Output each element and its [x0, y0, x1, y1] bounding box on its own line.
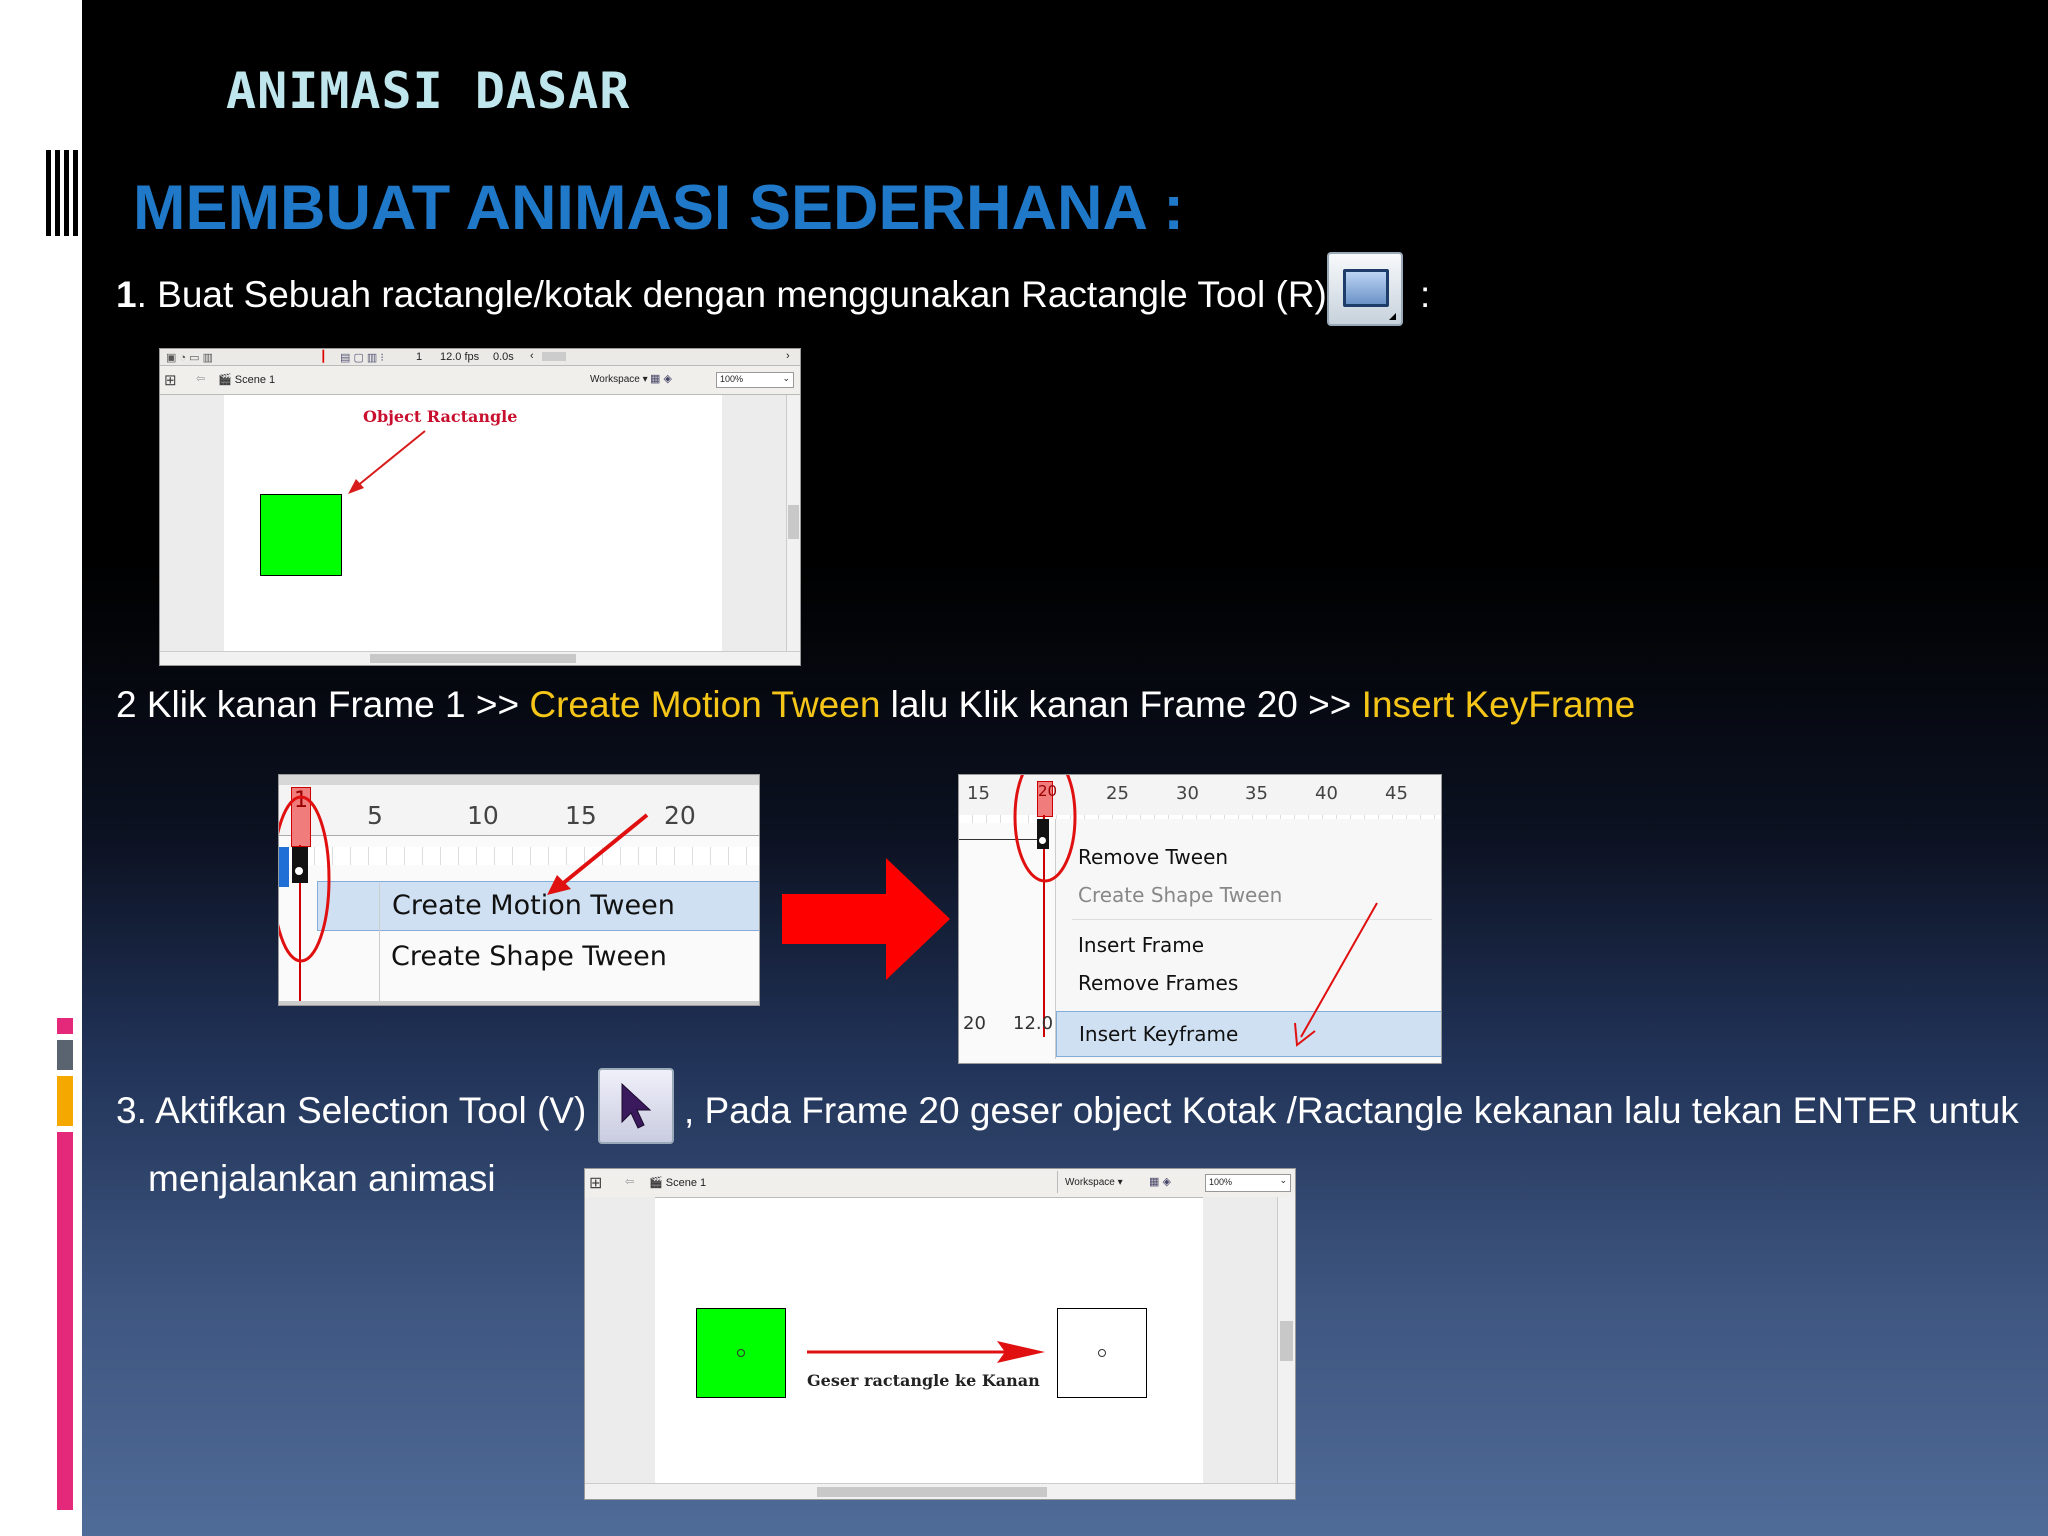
- menu-label: Create Shape Tween: [391, 941, 667, 972]
- step2-text: [116, 684, 1635, 726]
- ruler-tick: 5: [367, 801, 383, 830]
- step2-highlight-1: Create Motion Tween: [529, 684, 881, 725]
- stage-edit-icon[interactable]: ⊞: [589, 1175, 603, 1192]
- step1-colon: :: [1420, 274, 1431, 315]
- ruler-tick: 40: [1315, 783, 1338, 804]
- selection-tool-icon: [598, 1068, 674, 1144]
- edit-symbols-icon[interactable]: ▦ ◈: [1149, 1176, 1171, 1188]
- zoom-value: 100%: [1209, 1177, 1233, 1187]
- timeline-screenshot-2: [958, 774, 1442, 1064]
- scroll-right-icon[interactable]: ›: [786, 350, 790, 362]
- workspace-menu[interactable]: Workspace ▾: [590, 374, 648, 385]
- zoom-value: 100%: [720, 374, 744, 384]
- back-arrow-icon[interactable]: ⇦: [196, 373, 206, 385]
- main-title: MEMBUAT ANIMASI SEDERHANA :: [133, 173, 1185, 243]
- ruler-tick: 15: [565, 801, 597, 830]
- timeline-icons: ▣ ◔ ▭ ▥: [166, 352, 213, 364]
- annotation-move-right: Geser ractangle ke Kanan: [807, 1371, 1040, 1390]
- menu-item-create-shape-tween: Create Shape Tween: [1078, 883, 1283, 907]
- rectangle-tool-icon: [1327, 252, 1403, 326]
- step1-number: 1: [116, 274, 137, 315]
- highlight-annotations: [279, 775, 759, 1005]
- scene-name: Scene 1: [665, 1177, 707, 1189]
- ruler-tick: 15: [967, 783, 990, 804]
- decor-bar-orange: [57, 1076, 73, 1126]
- frame-readout: 1: [416, 351, 423, 363]
- scene-label: 🎬 Scene 1: [218, 374, 276, 386]
- step2-part1: 2 Klik kanan Frame 1 >>: [116, 684, 530, 725]
- flash-stage-screenshot-3: [584, 1168, 1296, 1500]
- annotation-arrow-1: [160, 349, 800, 665]
- step2-part2: lalu Klik kanan Frame 20 >>: [880, 684, 1362, 725]
- chevron-down-icon: ⌄: [782, 373, 790, 383]
- ruler-tick: 25: [1106, 783, 1129, 804]
- ruler-tick: 30: [1176, 783, 1199, 804]
- fps-readout: 12.0 fps: [440, 351, 480, 363]
- status-fps: 12.0: [1013, 1013, 1054, 1034]
- decor-bar-pink-small: [57, 1018, 73, 1034]
- step1-label: . Buat Sebuah ractangle/kotak dengan menggunakan Ractangle Tool (R): [136, 274, 1327, 315]
- back-arrow-icon[interactable]: ⇦: [625, 1176, 635, 1188]
- playhead-icon: ┃: [320, 351, 327, 363]
- workspace-menu[interactable]: Workspace ▾: [1065, 1177, 1123, 1188]
- chevron-down-icon: ⌄: [1279, 1175, 1287, 1185]
- menu-item-insert-frame[interactable]: Insert Frame: [1078, 933, 1205, 957]
- onion-skin-icons: ▤ ▢ ▥ ⁝: [340, 352, 384, 364]
- scroll-left-icon[interactable]: ‹: [530, 350, 534, 362]
- highlight-annotations: [959, 775, 1441, 1063]
- stage-edit-icon[interactable]: ⊞: [164, 372, 177, 389]
- decor-bar-pink: [57, 1132, 73, 1510]
- ruler-tick: 10: [467, 801, 499, 830]
- decor-bar-gray: [57, 1040, 73, 1070]
- scene-name: Scene 1: [234, 374, 276, 386]
- menu-label: Create Motion Tween: [392, 890, 675, 921]
- annotation-object-rectangle: Object Ractangle: [363, 407, 518, 426]
- status-frame: 20: [963, 1013, 986, 1034]
- decor-lines: [46, 150, 82, 240]
- green-rectangle[interactable]: [260, 494, 342, 576]
- playhead-marker[interactable]: 1: [291, 787, 311, 847]
- ruler-tick: 35: [1245, 783, 1268, 804]
- step1-text: [116, 274, 1327, 316]
- move-arrow-icon: [585, 1169, 1295, 1499]
- menu-item-remove-tween[interactable]: Remove Tween: [1078, 845, 1229, 869]
- flash-stage-screenshot-1: [159, 348, 801, 666]
- step3-part2: , Pada Frame 20 geser object Kotak /Ractangle kekanan lalu tekan ENTER untuk: [684, 1090, 2019, 1131]
- edit-symbols-icon[interactable]: ▦ ◈: [650, 373, 672, 385]
- ruler-tick: 45: [1385, 783, 1408, 804]
- timeline-screenshot-1: [278, 774, 760, 1006]
- time-readout: 0.0s: [493, 351, 514, 363]
- step3-part1: 3. Aktifkan Selection Tool (V): [116, 1090, 587, 1131]
- ruler-tick: 20: [664, 801, 696, 830]
- step2-highlight-2: Insert KeyFrame: [1361, 684, 1636, 725]
- step3-part3: menjalankan animasi: [148, 1158, 496, 1199]
- menu-item-remove-frames[interactable]: Remove Frames: [1078, 971, 1239, 995]
- small-title: ANIMASI DASAR: [226, 62, 631, 120]
- scene-label: 🎬 Scene 1: [649, 1177, 707, 1189]
- menu-label: Insert Keyframe: [1079, 1022, 1239, 1046]
- big-red-arrow-icon: [782, 858, 952, 980]
- playhead-marker[interactable]: 20: [1037, 781, 1053, 817]
